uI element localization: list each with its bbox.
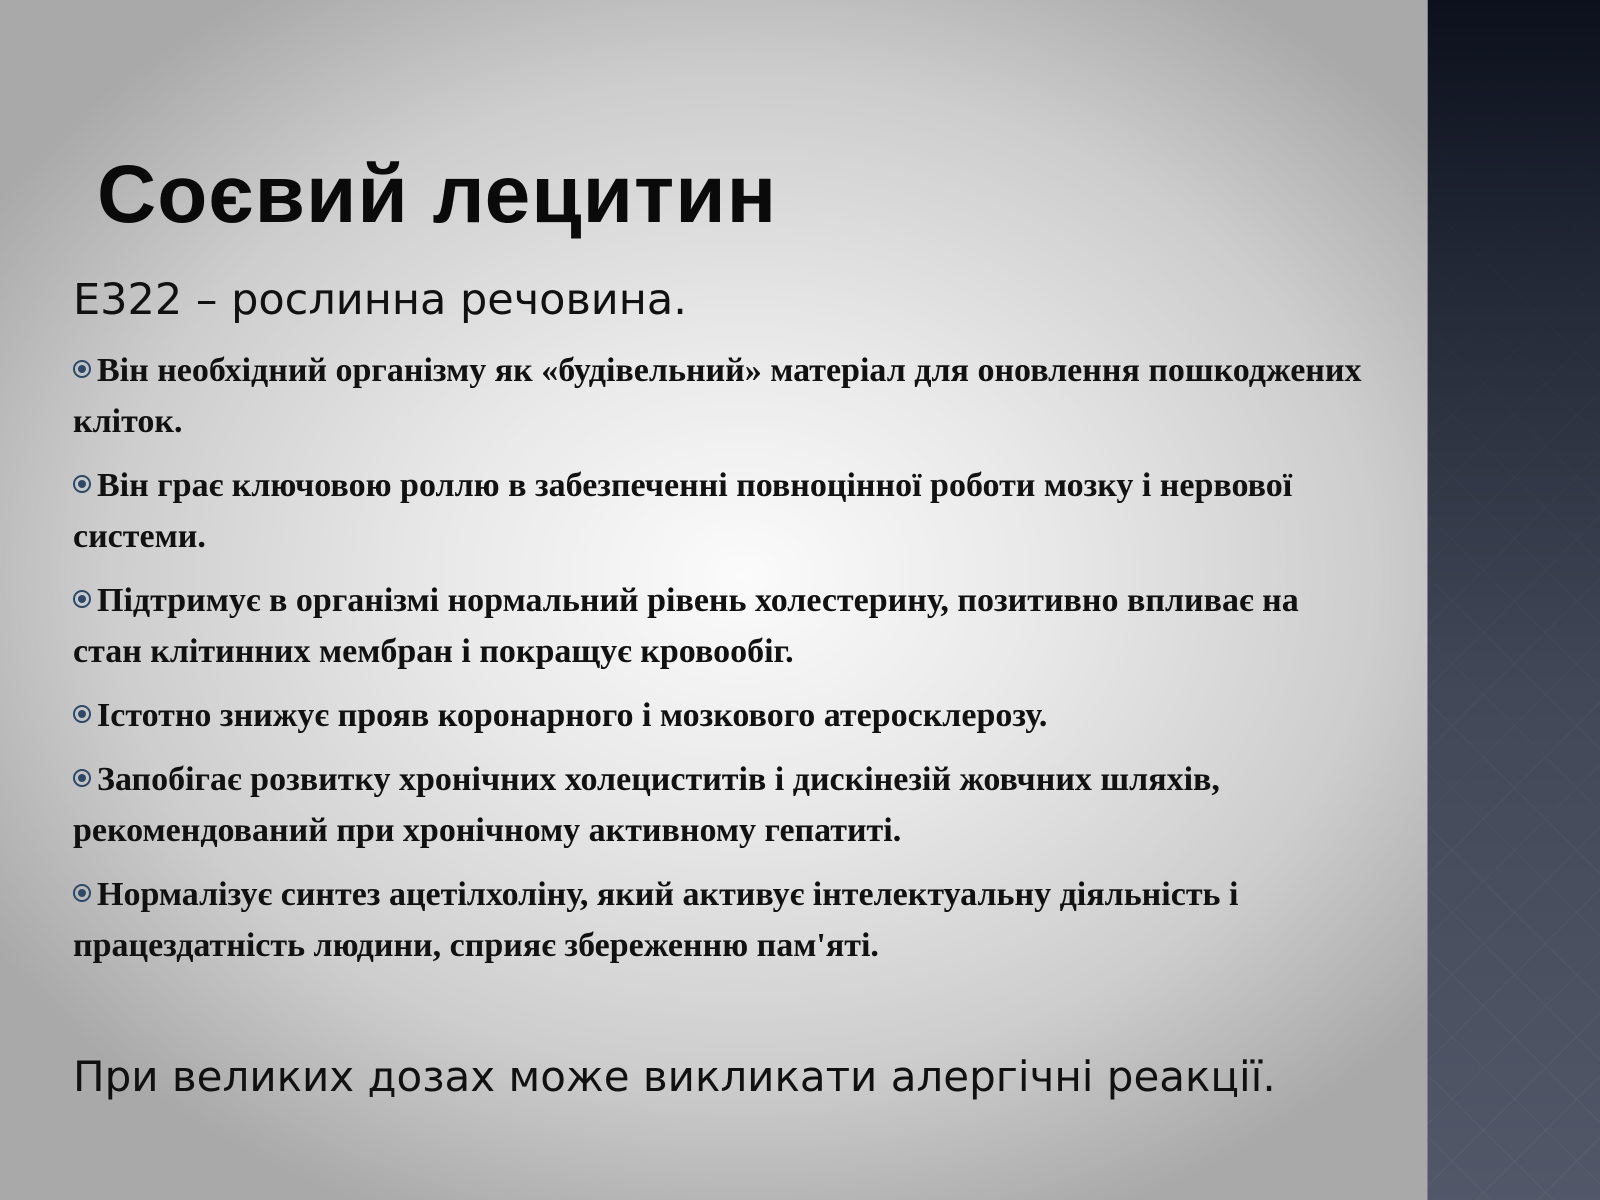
target-bullet-icon	[73, 360, 91, 378]
bullet-item	[73, 690, 1363, 741]
bullet-item	[73, 460, 1363, 562]
target-bullet-icon	[73, 590, 91, 608]
bullet-text: Нормалізує синтез ацетілхоліну, який активує інтелектуальну діяльність і працездатність людини, сприяє збереженню пам'яті.	[73, 876, 1239, 964]
bullet-text: Підтримує в організмі нормальний рівень холестерину, позитивно впливає на стан клітинних мембран і покращує кровообіг.	[73, 582, 1299, 670]
decorative-side-panel	[1427, 0, 1600, 1200]
bullet-item	[73, 345, 1363, 447]
bullet-text: Він необхідний організму як «будівельний» матеріал для оновлення пошкоджених кліток.	[73, 352, 1362, 440]
slide-footer-note: При великих дозах може викликати алергічні реакції.	[73, 1052, 1276, 1101]
target-bullet-icon	[73, 884, 91, 902]
bullet-text: Він грає ключовою роллю в забезпеченні повноцінної роботи мозку і нервової системи.	[73, 467, 1293, 555]
bullet-item	[73, 754, 1363, 856]
bullet-text: Запобігає розвитку хронічних холециститів і дискінезій жовчних шляхів, рекомендований при хронічному активному гепатиті.	[73, 761, 1220, 849]
bullet-text: Істотно знижує прояв коронарного і мозкового атеросклерозу.	[97, 697, 1048, 734]
bullet-item	[73, 575, 1363, 677]
bullet-list	[73, 345, 1363, 984]
bullet-item	[73, 869, 1363, 971]
slide-subheading: Е322 – рослинна речовина.	[73, 275, 687, 325]
slide-title: Соєвий лецитин	[97, 149, 778, 240]
target-bullet-icon	[73, 475, 91, 493]
target-bullet-icon	[73, 769, 91, 787]
target-bullet-icon	[73, 705, 91, 723]
